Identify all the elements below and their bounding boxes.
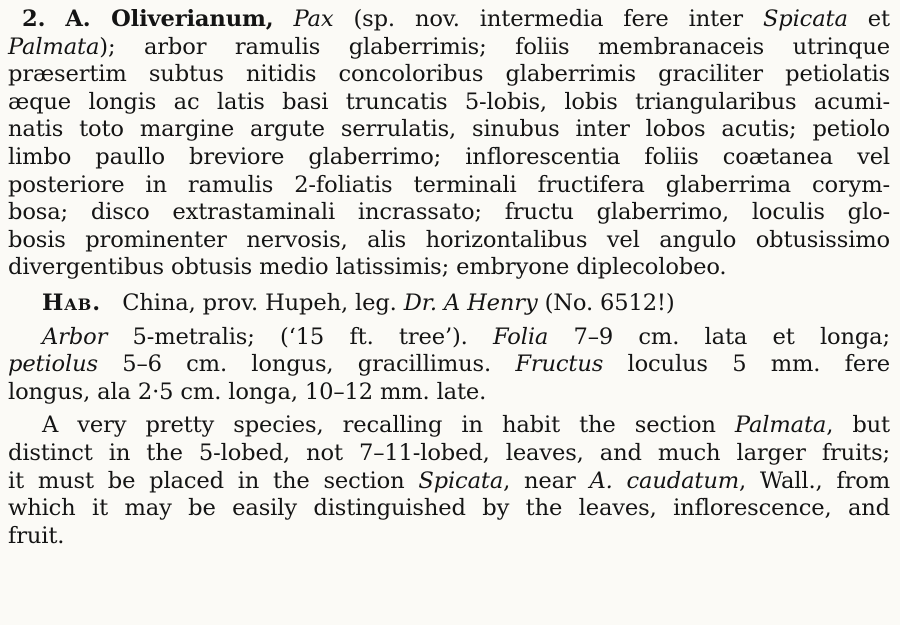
remark-line: distinct in the 5-lobed, not 7–11-lobed, leaves, and much larger fruits; [8, 439, 890, 466]
section-name: Spicata [418, 467, 504, 494]
specimen-number: (No. 6512!) [544, 289, 675, 316]
remark-text: , but [826, 412, 890, 439]
remark-text: it must be placed in the section [8, 467, 405, 494]
term: Arbor [42, 323, 108, 350]
remark-line [8, 468, 890, 496]
remark-line [8, 412, 890, 440]
species-name: A. Oliverianum, [65, 6, 274, 32]
diagnosis-line [8, 34, 890, 62]
section-name: Spicata [762, 6, 848, 32]
diagnosis-line: limbo paullo breviore glaberrimo; inflorescentia foliis coætanea vel [8, 143, 890, 170]
diagnosis-line: æque longis ac latis basi truncatis 5-lobis, lobis triangularibus acumi- [8, 88, 890, 115]
description-text: loculus 5 mm. fere [627, 351, 890, 378]
habitat-label: Hab. [42, 289, 102, 316]
species-reference: A. caudatum [589, 467, 739, 494]
remark [8, 412, 890, 550]
entry-number: 2. [22, 6, 46, 32]
description-text: 5-metralis; (‘15 ft. tree’). [132, 323, 468, 350]
description-line [8, 324, 890, 352]
section-name: Palmata [8, 33, 100, 60]
description-text: 5–6 cm. longus, gracillimus. [122, 351, 491, 378]
diagnosis-line: posteriore in ramulis 2-foliatis terminali fructifera glaberrima corym- [8, 171, 890, 198]
remark-text: A very pretty species, recalling in habit the section [42, 412, 716, 439]
species-entry [8, 6, 890, 282]
diagnosis-line: bosis prominenter nervosis, alis horizontalibus vel angulo obtusissimo [8, 226, 890, 253]
diagnosis-text: et [867, 6, 890, 32]
term: Folia [493, 323, 549, 350]
habitat-text: China, prov. Hupeh, leg. [122, 289, 397, 316]
species-author: Pax [293, 6, 334, 32]
diagnosis-line: divergentibus obtusis medio latissimis; embryone diplecolobeo. [8, 254, 727, 281]
remark-line: fruit. [8, 522, 65, 549]
remark-text: , Wall., from [739, 467, 890, 494]
diagnosis-line: præsertim subtus nitidis concoloribus glaberrimis graciliter petiolatis [8, 61, 890, 88]
diagnosis-text: (sp. nov. intermedia fere inter [353, 6, 743, 32]
description-line [8, 351, 890, 379]
habitat-line [8, 290, 890, 318]
diagnosis-line: natis toto margine argute serrulatis, sinubus inter lobos acutis; petiolo [8, 116, 890, 143]
description [8, 324, 890, 407]
term: Fructus [515, 351, 604, 378]
description-text: 7–9 cm. lata et longa; [573, 323, 890, 350]
remark-text: , near [503, 467, 576, 494]
entry-line [8, 6, 890, 34]
description-line: longus, ala 2·5 cm. longa, 10–12 mm. late. [8, 378, 487, 405]
habitat [8, 290, 890, 318]
collector-name: Dr. A Henry [403, 289, 538, 316]
diagnosis-line: bosa; disco extrastaminali incrassato; fructu glaberrimo, loculis glo- [8, 199, 890, 226]
term: petiolus [8, 351, 98, 378]
remark-line: which it may be easily distinguished by the leaves, inflorescence, and [8, 495, 890, 522]
diagnosis-text: ); arbor ramulis glaberrimis; foliis membranaceis utrinque [99, 33, 890, 60]
section-name: Palmata [734, 412, 827, 439]
